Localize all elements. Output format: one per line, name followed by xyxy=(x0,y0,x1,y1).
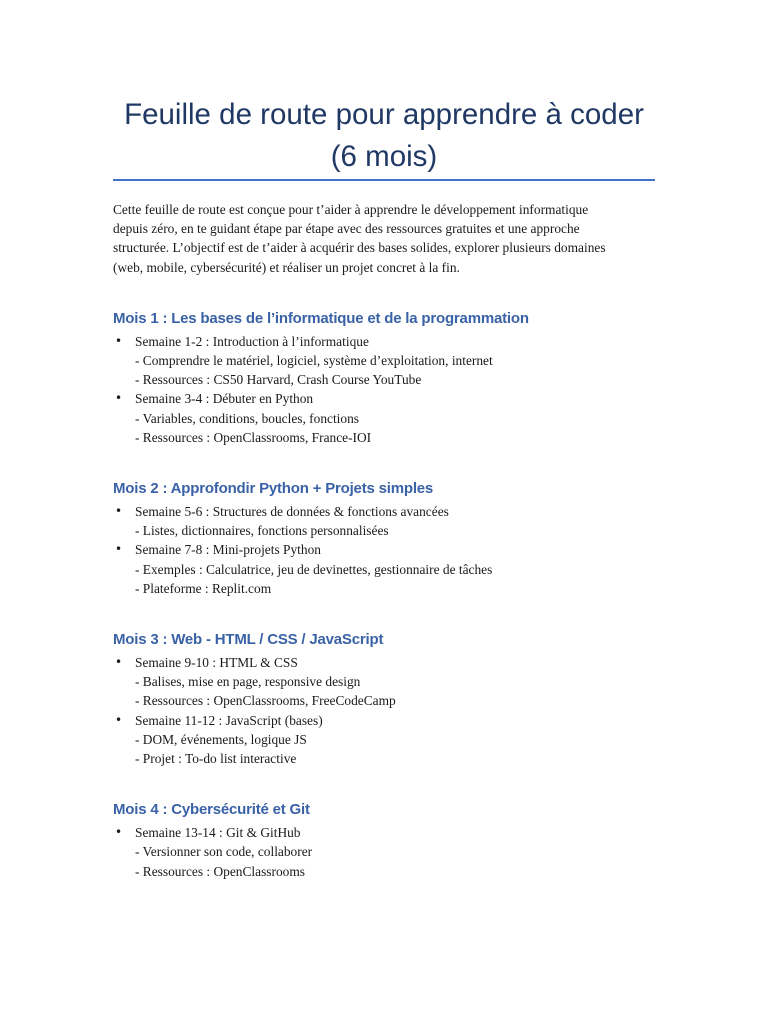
week-label: Semaine 13-14 : Git & GitHub xyxy=(135,825,301,841)
intro-line: (web, mobile, cybersécurité) et réaliser un projet concret à la fin. xyxy=(113,259,460,275)
title-underline-rule xyxy=(113,179,655,181)
intro-line: structurée. L’objectif est de t’aider à acquérir des bases solides, explorer plusieurs domaines xyxy=(113,240,606,256)
bullet-list xyxy=(113,502,673,598)
bullet-dot-icon: • xyxy=(115,333,123,348)
document-body xyxy=(113,200,673,881)
week-detail: - Comprendre le matériel, logiciel, système d’exploitation, internet xyxy=(135,353,493,369)
list-item xyxy=(113,389,673,447)
week-label: Semaine 11-12 : JavaScript (bases) xyxy=(135,712,323,728)
list-item xyxy=(113,711,673,769)
bullet-list xyxy=(113,653,673,768)
bullet-dot-icon: • xyxy=(115,712,123,727)
bullet-dot-icon: • xyxy=(115,542,123,557)
week-detail: - Listes, dictionnaires, fonctions personnalisées xyxy=(135,523,389,539)
week-label: Semaine 9-10 : HTML & CSS xyxy=(135,655,298,671)
document-title-line-1: Feuille de route pour apprendre à coder xyxy=(124,98,644,131)
intro-line: Cette feuille de route est conçue pour t’aider à apprendre le développement informatique xyxy=(113,202,589,217)
week-detail: - Versionner son code, collaborer xyxy=(135,844,313,860)
document-title-line-2: (6 mois) xyxy=(330,140,438,173)
intro-line: depuis zéro, en te guidant étape par étape avec des ressources gratuites et une approche xyxy=(113,221,580,237)
section-heading: Mois 4 : Cybersécurité et Git xyxy=(113,801,310,819)
week-detail: - Balises, mise en page, responsive design xyxy=(135,674,361,690)
list-item xyxy=(113,502,673,540)
week-detail: - Plateforme : Replit.com xyxy=(135,580,272,596)
section-heading: Mois 1 : Les bases de l’informatique et de la programmation xyxy=(113,309,529,327)
list-item xyxy=(113,332,673,390)
bullet-dot-icon: • xyxy=(115,655,123,670)
week-detail: - Ressources : CS50 Harvard, Crash Course YouTube xyxy=(135,372,422,388)
bullet-list xyxy=(113,332,673,447)
bullet-list xyxy=(113,823,673,881)
week-label: Semaine 1-2 : Introduction à l’informatique xyxy=(135,333,369,349)
week-detail: - Ressources : OpenClassrooms, France-IOI xyxy=(135,429,372,445)
list-item xyxy=(113,653,673,711)
bullet-dot-icon: • xyxy=(115,825,123,840)
document-title xyxy=(0,94,768,178)
list-item xyxy=(113,823,673,881)
intro-paragraph xyxy=(113,200,673,277)
week-label: Semaine 5-6 : Structures de données & fonctions avancées xyxy=(135,504,449,520)
section-mois-4 xyxy=(113,799,673,881)
section-heading: Mois 3 : Web - HTML / CSS / JavaScript xyxy=(113,631,384,649)
section-mois-3 xyxy=(113,629,673,768)
week-detail: - Projet : To-do list interactive xyxy=(135,751,297,767)
week-detail: - Exemples : Calculatrice, jeu de devinettes, gestionnaire de tâches xyxy=(135,561,493,577)
week-label: Semaine 7-8 : Mini-projets Python xyxy=(135,542,321,558)
list-item xyxy=(113,540,673,598)
week-detail: - Ressources : OpenClassrooms xyxy=(135,863,305,879)
section-mois-1 xyxy=(113,308,673,447)
week-detail: - Variables, conditions, boucles, fonctions xyxy=(135,410,360,426)
week-detail: - DOM, événements, logique JS xyxy=(135,731,307,747)
week-detail: - Ressources : OpenClassrooms, FreeCodeCamp xyxy=(135,693,396,709)
sections xyxy=(113,308,673,881)
bullet-dot-icon: • xyxy=(115,504,123,519)
section-heading: Mois 2 : Approfondir Python + Projets simples xyxy=(113,480,434,498)
section-mois-2 xyxy=(113,478,673,598)
week-label: Semaine 3-4 : Débuter en Python xyxy=(135,391,314,407)
bullet-dot-icon: • xyxy=(115,391,123,406)
